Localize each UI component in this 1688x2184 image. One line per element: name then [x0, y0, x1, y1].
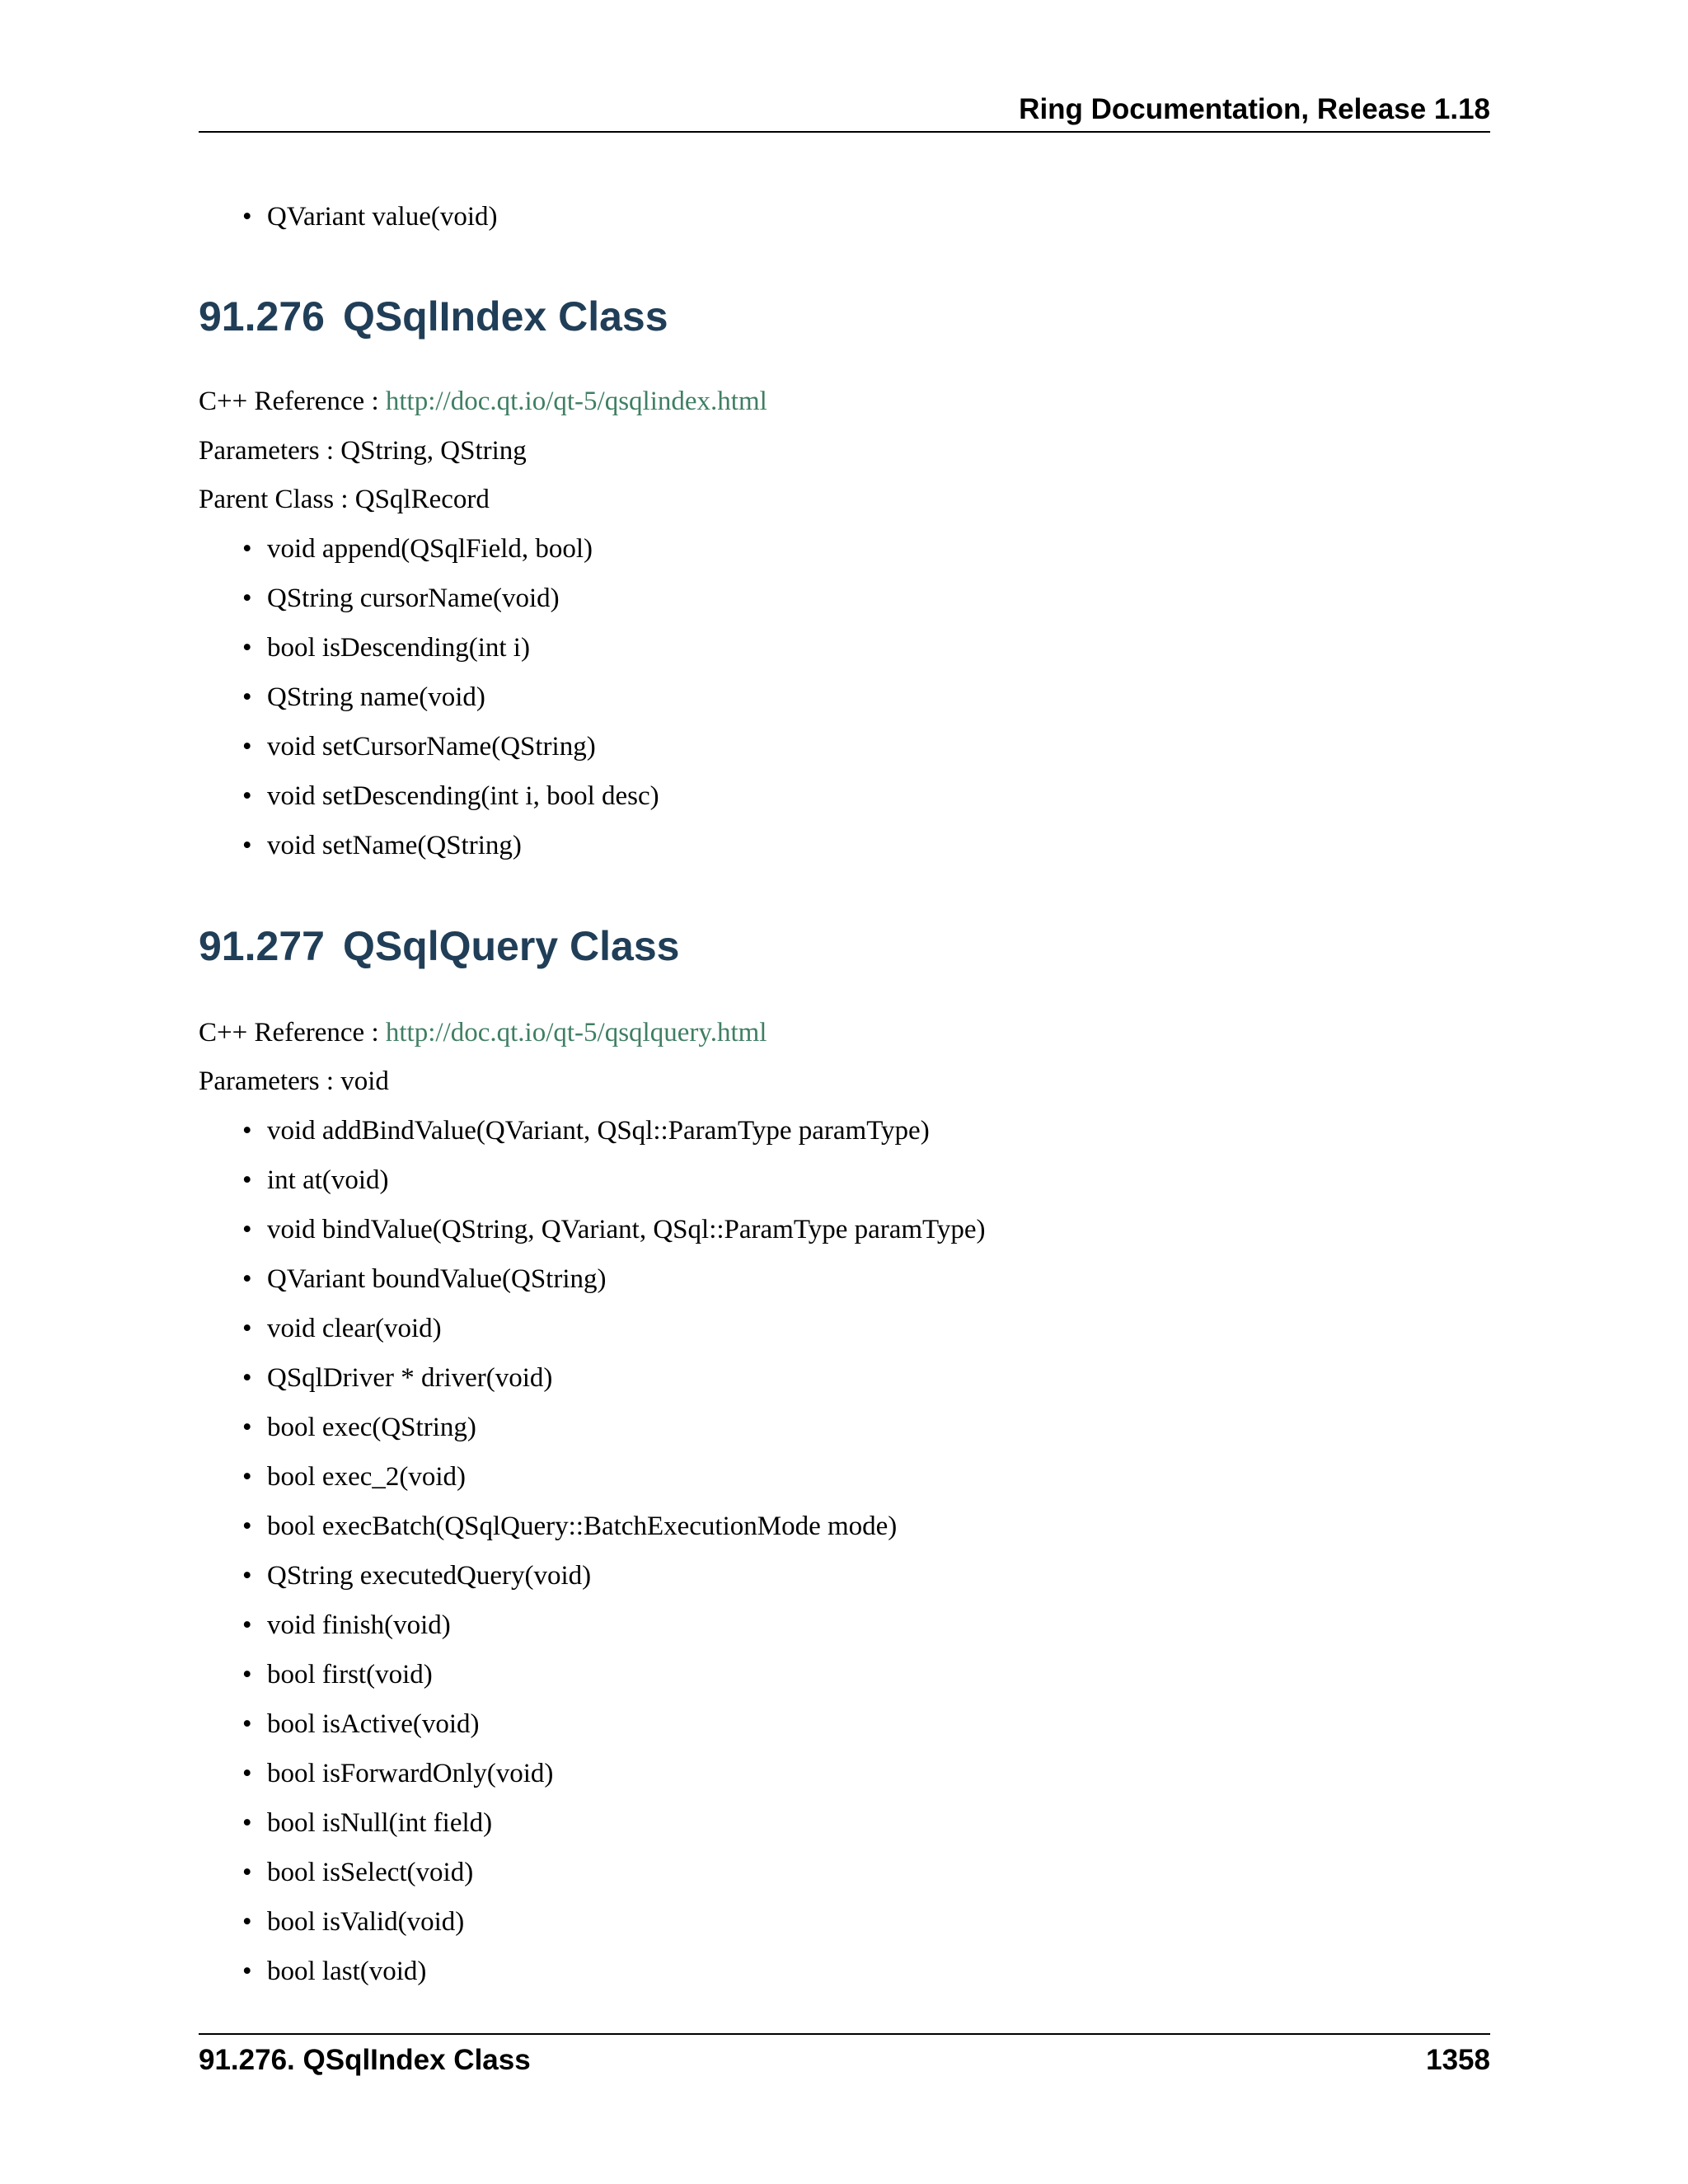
list-item: • void finish(void): [242, 1609, 986, 1658]
reference-label: C++ Reference :: [199, 387, 386, 416]
page-footer: [199, 2033, 1490, 2076]
parent-class-line: Parent Class : QSqlRecord: [199, 485, 490, 514]
header-title: Ring Documentation, Release 1.18: [1019, 93, 1490, 125]
page-number: 1358: [1426, 2044, 1490, 2076]
section-heading-qsqlindex: [199, 292, 668, 341]
section-number: 91.276: [199, 293, 325, 340]
list-item: • bool isDescending(int i): [242, 631, 659, 681]
reference-link[interactable]: http://doc.qt.io/qt-5/qsqlindex.html: [385, 387, 767, 416]
section-title: QSqlIndex Class: [342, 293, 668, 340]
parameters-line: Parameters : QString, QString: [199, 436, 527, 466]
section-title: QSqlQuery Class: [342, 923, 680, 969]
list-item: • bool isForwardOnly(void): [242, 1757, 986, 1807]
list-item: • bool exec(QString): [242, 1411, 986, 1460]
list-item: • QVariant value(void): [242, 200, 498, 250]
list-item: • QString executedQuery(void): [242, 1559, 986, 1609]
list-item: • bool isNull(int field): [242, 1807, 986, 1856]
footer-section-title: 91.276. QSqlIndex Class: [199, 2044, 531, 2076]
method-list-qsqlindex: [242, 532, 659, 879]
parameters-line: Parameters : void: [199, 1066, 389, 1096]
section-number: 91.277: [199, 923, 325, 969]
list-item: • void append(QSqlField, bool): [242, 532, 659, 582]
reference-label: C++ Reference :: [199, 1018, 386, 1047]
list-item: • bool last(void): [242, 1955, 986, 2004]
list-item: • QString name(void): [242, 681, 659, 730]
reference-link[interactable]: http://doc.qt.io/qt-5/qsqlquery.html: [385, 1018, 767, 1047]
cpp-reference-line: [199, 385, 767, 418]
list-item: • void addBindValue(QVariant, QSql::ParamType paramType): [242, 1114, 986, 1164]
list-item: • bool isValid(void): [242, 1905, 986, 1955]
section-heading-qsqlquery: [199, 921, 679, 971]
list-item: • bool first(void): [242, 1658, 986, 1708]
list-item: • bool execBatch(QSqlQuery::BatchExecutionMode mode): [242, 1510, 986, 1559]
cpp-reference-line: [199, 1016, 767, 1049]
list-item: • void setCursorName(QString): [242, 730, 659, 780]
page-header: [199, 92, 1490, 133]
intro-method-list: [242, 200, 498, 250]
list-item: • int at(void): [242, 1164, 986, 1213]
list-item: • QString cursorName(void): [242, 582, 659, 631]
list-item: • QSqlDriver * driver(void): [242, 1361, 986, 1411]
list-item: • void setName(QString): [242, 829, 659, 879]
list-item: • bool isSelect(void): [242, 1856, 986, 1905]
method-list-qsqlquery: [242, 1114, 986, 2004]
list-item: • QVariant boundValue(QString): [242, 1263, 986, 1312]
list-item: • bool isActive(void): [242, 1708, 986, 1757]
list-item: • void setDescending(int i, bool desc): [242, 780, 659, 829]
list-item: • bool exec_2(void): [242, 1460, 986, 1510]
list-item: • void clear(void): [242, 1312, 986, 1361]
list-item: • void bindValue(QString, QVariant, QSql::ParamType paramType): [242, 1213, 986, 1263]
